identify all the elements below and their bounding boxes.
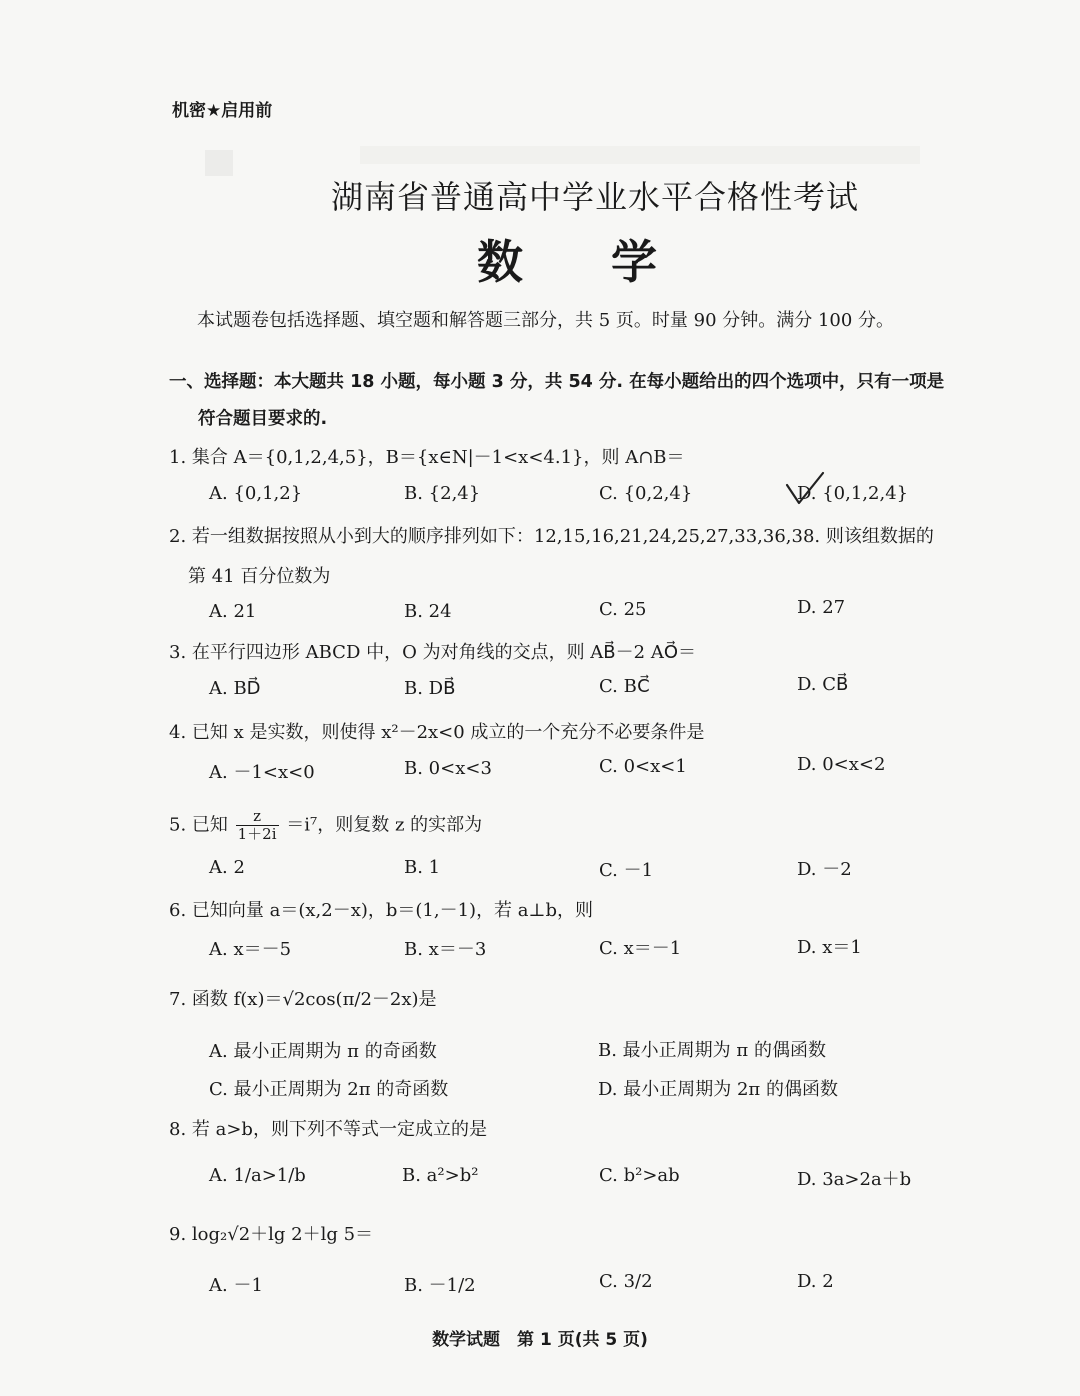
checkmark-icon	[785, 471, 825, 507]
q8-option-d: D. 3a>2a＋b	[797, 1169, 912, 1190]
question-6-stem: 6. 已知向量 a＝(x,2－x)，b＝(1,－1)，若 a⊥b，则	[169, 900, 593, 921]
question-5-stem	[169, 808, 482, 843]
question-2-stem: 2. 若一组数据按照从小到大的顺序排列如下：12,15,16,21,24,25,27,33,36,38. 则该组数据的	[169, 526, 934, 547]
q3-option-b: B. DB⃗	[404, 678, 456, 699]
q3-option-a: A. BD⃗	[209, 678, 261, 699]
q8-option-a: A. 1/a>1/b	[209, 1165, 306, 1186]
q7-option-b: B. 最小正周期为 π 的偶函数	[598, 1040, 826, 1061]
q7-option-d: D. 最小正周期为 2π 的偶函数	[598, 1079, 838, 1100]
question-2-stem-cont: 第 41 百分位数为	[188, 566, 331, 587]
q9-option-a: A. －1	[209, 1275, 263, 1296]
q5-option-b: B. 1	[404, 857, 441, 878]
q4-option-c: C. 0<x<1	[599, 756, 687, 777]
question-8-stem: 8. 若 a>b，则下列不等式一定成立的是	[169, 1119, 487, 1140]
confidential-label: 机密★启用前	[172, 101, 273, 121]
q4-option-b: B. 0<x<3	[404, 758, 492, 779]
question-1-stem: 1. 集合 A＝{0,1,2,4,5}，B＝{x∈N|－1<x<4.1}，则 A∩B＝	[169, 447, 685, 468]
subject-title: 数学	[477, 235, 745, 289]
q3-option-c: C. BC⃗	[599, 676, 650, 697]
q4-option-d: D. 0<x<2	[797, 754, 886, 775]
q5-stem-pre: 5. 已知	[169, 814, 228, 836]
q5-frac-denominator: 1＋2i	[237, 825, 277, 843]
scan-smudge	[360, 146, 920, 164]
q6-option-b: B. x＝－3	[404, 939, 487, 960]
q6-option-d: D. x＝1	[797, 937, 862, 958]
question-7-stem: 7. 函数 f(x)＝√2cos(π/2－2x)是	[169, 989, 437, 1010]
q1-option-d: D. {0,1,2,4}	[797, 483, 909, 504]
q1-option-b: B. {2,4}	[404, 483, 481, 504]
question-9-stem: 9. log₂√2＋lg 2＋lg 5＝	[169, 1224, 374, 1245]
q9-option-c: C. 3/2	[599, 1271, 653, 1292]
q2-option-a: A. 21	[209, 601, 257, 622]
q6-option-c: C. x＝－1	[599, 938, 682, 959]
q3-option-d: D. CB⃗	[797, 674, 849, 695]
section-heading: 一、选择题：本大题共 18 小题，每小题 3 分，共 54 分. 在每小题给出的四个选项中，只有一项是	[169, 372, 945, 392]
exam-title: 湖南省普通高中学业水平合格性考试	[330, 178, 859, 216]
page-footer: 数学试题 第 1 页(共 5 页)	[432, 1330, 648, 1350]
q2-option-c: C. 25	[599, 599, 647, 620]
q6-option-a: A. x＝－5	[209, 939, 292, 960]
q7-option-c: C. 最小正周期为 2π 的奇函数	[209, 1079, 449, 1100]
question-4-stem: 4. 已知 x 是实数，则使得 x²－2x<0 成立的一个充分不必要条件是	[169, 722, 705, 743]
q4-option-a: A. －1<x<0	[209, 762, 315, 783]
q2-option-d: D. 27	[797, 597, 846, 618]
q1-option-a: A. {0,1,2}	[209, 483, 303, 504]
q5-option-a: A. 2	[209, 857, 245, 878]
q8-option-c: C. b²>ab	[599, 1165, 680, 1186]
q8-option-b: B. a²>b²	[402, 1165, 479, 1186]
q1-option-c: C. {0,2,4}	[599, 483, 693, 504]
q5-frac-numerator: z	[236, 808, 279, 826]
q5-stem-post: ＝i⁷，则复数 z 的实部为	[286, 814, 483, 836]
exam-intro: 本试题卷包括选择题、填空题和解答题三部分，共 5 页。时量 90 分钟。满分 100 分。	[197, 310, 895, 331]
q7-option-a: A. 最小正周期为 π 的奇函数	[209, 1041, 437, 1062]
q2-option-b: B. 24	[404, 601, 452, 622]
q9-option-b: B. －1/2	[404, 1275, 476, 1296]
section-heading-cont: 符合题目要求的.	[198, 409, 328, 429]
question-3-stem: 3. 在平行四边形 ABCD 中，O 为对角线的交点，则 AB⃗－2 AO⃗＝	[169, 642, 696, 663]
q5-option-c: C. －1	[599, 860, 654, 881]
q5-option-d: D. －2	[797, 859, 852, 880]
q9-option-d: D. 2	[797, 1271, 834, 1292]
